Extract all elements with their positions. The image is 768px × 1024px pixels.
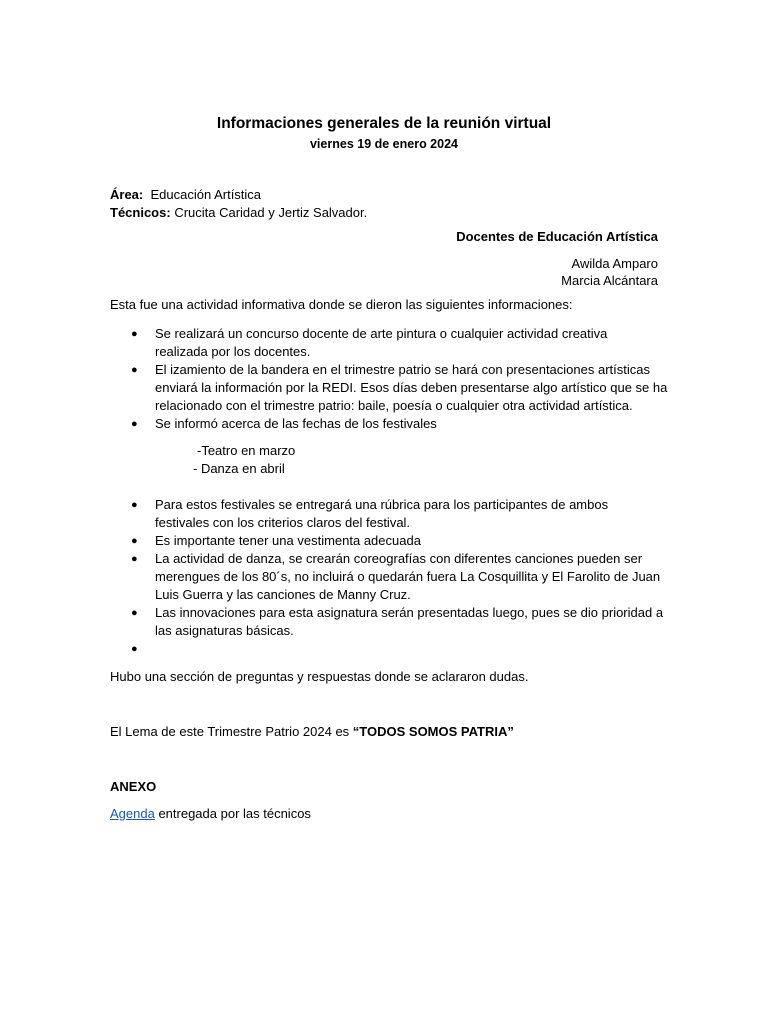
bullet-icon: ● <box>131 328 138 340</box>
list-item-line: enviará la información por la REDI. Esos días deben presentarse algo artístico que se ha <box>155 380 668 395</box>
intro-paragraph: Esta fue una actividad informativa donde se dieron las siguientes informaciones: <box>110 297 573 312</box>
list-item-line: Para estos festivales se entregará una rúbrica para los participantes de ambos <box>155 497 609 512</box>
list-item-line: La actividad de danza, se crearán coreografías con diferentes canciones pueden ser <box>155 551 643 566</box>
bullet-icon: ● <box>131 607 138 619</box>
list-item-line: merengues de los 80´s, no incluirá o quedarán fuera La Cosquillita y El Farolito de Juan <box>155 569 661 584</box>
bullet-icon: ● <box>131 643 138 655</box>
list-item-line: Luis Guerra y las canciones de Manny Cruz. <box>155 587 411 602</box>
festival-item: - Danza en abril <box>193 461 285 476</box>
anexo-suffix: entregada por las técnicos <box>154 806 311 821</box>
docentes-heading: Docentes de Educación Artística <box>456 229 658 244</box>
tecnicos-line <box>110 204 367 222</box>
list-item-line: festivales con los criterios claros del festival. <box>155 515 411 530</box>
document-date: viernes 19 de enero 2024 <box>309 137 458 151</box>
tecnicos-value: Crucita Caridad y Jertiz Salvador. <box>174 205 368 220</box>
document-title: Informaciones generales de la reunión virtual <box>216 115 552 132</box>
festival-item: -Teatro en marzo <box>197 443 296 458</box>
agenda-link[interactable]: Agenda <box>110 806 155 821</box>
list-item-line: Se realizará un concurso docente de arte pintura o cualquier actividad creativa <box>155 326 608 341</box>
list-item-line: realizada por los docentes. <box>155 344 311 359</box>
docente-name: Awilda Amparo <box>571 256 658 271</box>
lema-prefix: El Lema de este Trimestre Patrio 2024 es <box>110 724 353 739</box>
list-item-line: relacionado con el trimestre patrio: baile, poesía o cualquier otra actividad artística. <box>155 398 633 413</box>
list-item-line: las asignaturas básicas. <box>155 623 294 638</box>
area-line <box>110 186 261 204</box>
anexo-line <box>110 805 311 823</box>
bullet-icon: ● <box>131 418 138 430</box>
area-label: Área: <box>110 187 144 202</box>
lema-value: “TODOS SOMOS PATRIA” <box>352 724 514 739</box>
list-item-line: El izamiento de la bandera en el trimestre patrio se hará con presentaciones artísticas <box>155 362 650 377</box>
list-item-line: Es importante tener una vestimenta adecuada <box>155 533 421 548</box>
lema-paragraph <box>110 723 514 741</box>
anexo-heading: ANEXO <box>110 779 157 794</box>
docente-name: Marcia Alcántara <box>561 273 658 288</box>
area-value: Educación Artística <box>150 187 262 202</box>
list-item-line: Se informó acerca de las fechas de los festivales <box>155 416 437 431</box>
bullet-icon: ● <box>131 364 138 376</box>
bullet-icon: ● <box>131 535 138 547</box>
bullet-icon: ● <box>131 553 138 565</box>
preguntas-paragraph: Hubo una sección de preguntas y respuestas donde se aclararon dudas. <box>110 669 529 684</box>
tecnicos-label: Técnicos: <box>110 205 171 220</box>
list-item-line: Las innovaciones para esta asignatura serán presentadas luego, pues se dio prioridad a <box>155 605 664 620</box>
bullet-icon: ● <box>131 499 138 511</box>
